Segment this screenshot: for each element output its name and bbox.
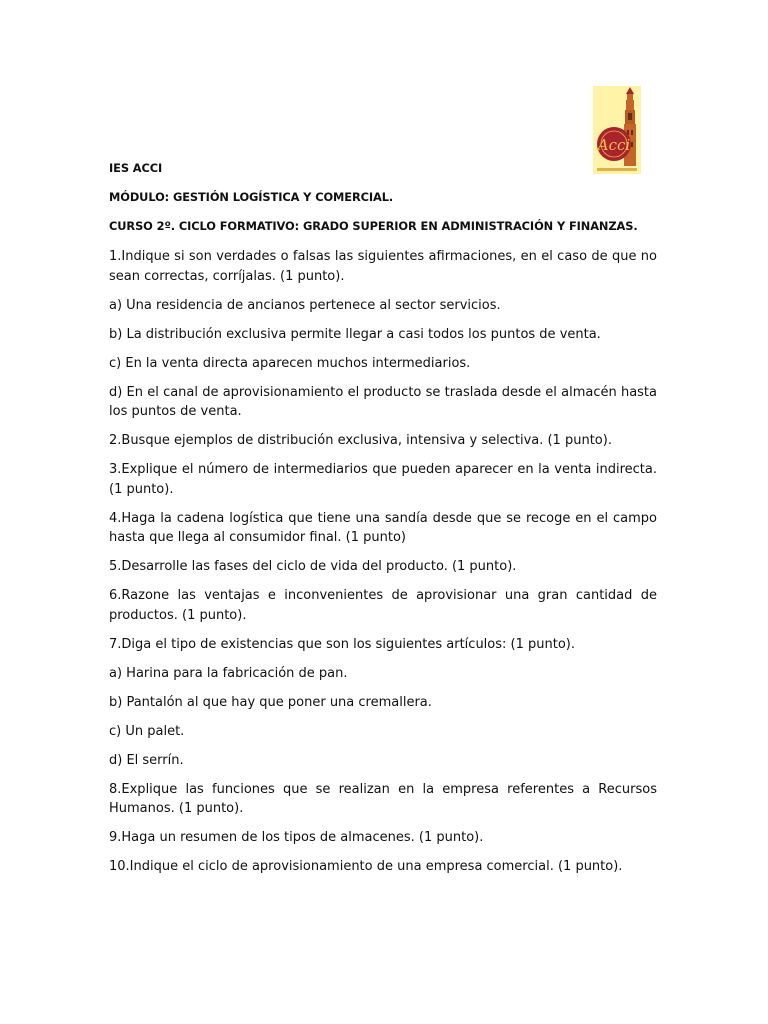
question-1-b: b) La distribución exclusiva permite llegar a casi todos los puntos de venta.	[109, 326, 601, 342]
question-1: 1.Indique si son verdades o falsas las siguientes afirmaciones, en el caso de que no sean correctas, corríjalas. (1 punto).	[109, 249, 657, 284]
question-1-c: c) En la venta directa aparecen muchos intermediarios.	[109, 355, 471, 371]
question-7: 7.Diga el tipo de existencias que son los siguientes artículos: (1 punto).	[109, 636, 575, 652]
question-7-d: d) El serrín.	[109, 752, 184, 768]
question-1-d: d) En el canal de aprovisionamiento el producto se traslada desde el almacén hasta los puntos de venta.	[109, 384, 657, 419]
question-6: 6.Razone las ventajas e inconvenientes de aprovisionar una gran cantidad de productos. (1 punto).	[109, 588, 657, 623]
question-7-b: b) Pantalón al que hay que poner una cremallera.	[109, 694, 432, 710]
question-10: 10.Indique el ciclo de aprovisionamiento de una empresa comercial. (1 punto).	[109, 859, 623, 874]
module-title: MÓDULO: GESTIÓN LOGÍSTICA Y COMERCIAL.	[109, 190, 394, 204]
document-body	[109, 160, 657, 886]
question-3: 3.Explique el número de intermediarios que pueden aparecer en la venta indirecta. (1 punto).	[109, 462, 657, 497]
question-7-a: a) Harina para la fabricación de pan.	[109, 665, 348, 681]
logo-text: Acci	[597, 136, 631, 154]
question-4: 4.Haga la cadena logística que tiene una sandía desde que se recoge en el campo hasta que llega al consumidor final. (1 punto)	[109, 510, 657, 545]
school-name: IES ACCI	[109, 161, 163, 175]
question-5: 5.Desarrolle las fases del ciclo de vida del producto. (1 punto).	[109, 559, 517, 574]
question-8: 8.Explique las funciones que se realizan en la empresa referentes a Recursos Humanos. (1 punto).	[109, 781, 657, 816]
question-2: 2.Busque ejemplos de distribución exclusiva, intensiva y selectiva. (1 punto).	[109, 433, 612, 448]
question-1-a: a) Una residencia de ancianos pertenece al sector servicios.	[109, 297, 501, 313]
course-title: CURSO 2º. CICLO FORMATIVO: GRADO SUPERIOR EN ADMINISTRACIÓN Y FINANZAS.	[109, 219, 638, 233]
question-9: 9.Haga un resumen de los tipos de almacenes. (1 punto).	[109, 830, 484, 845]
question-7-c: c) Un palet.	[109, 723, 185, 739]
